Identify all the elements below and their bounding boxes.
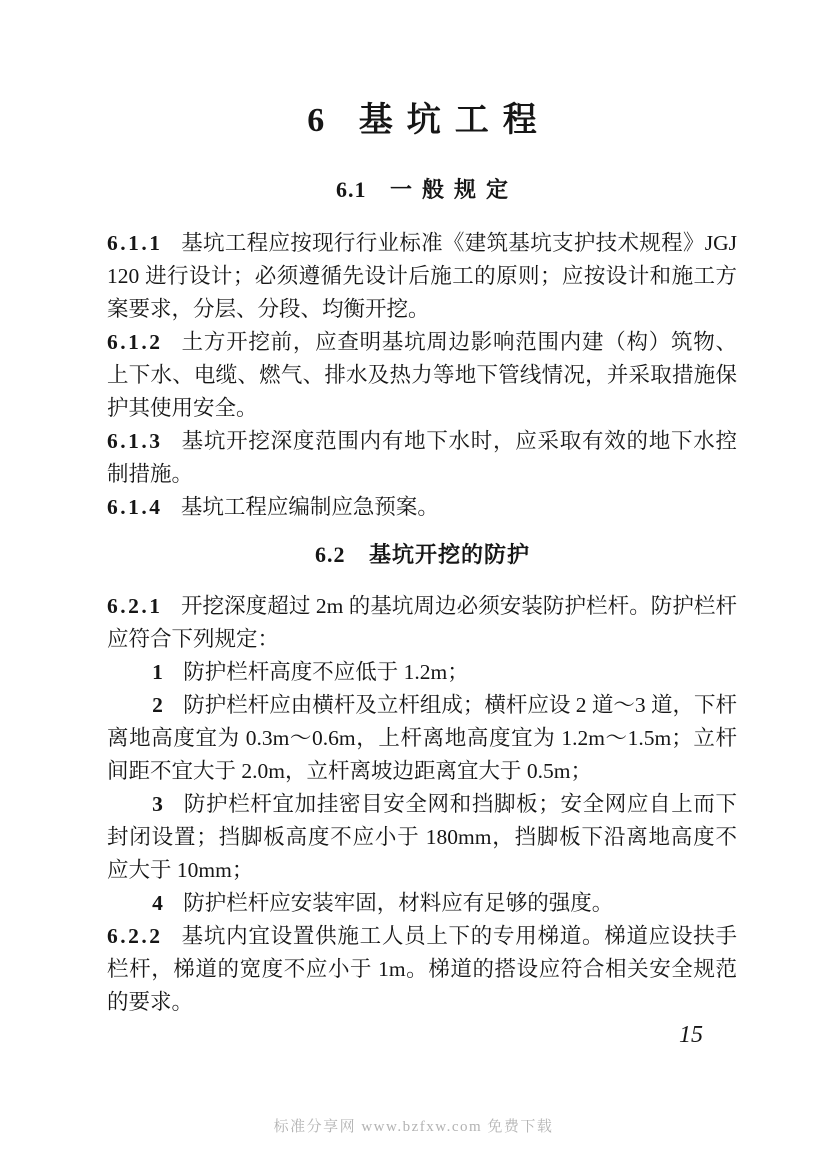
- clause-text: 土方开挖前，应查明基坑周边影响范围内建（构）筑物、上下水、电缆、燃气、排水及热力等地下管线情况，并采取措施保护其使用安全。: [107, 330, 737, 420]
- clause-number: 6.1.4: [107, 495, 163, 519]
- clause-text: 基坑内宜设置供施工人员上下的专用梯道。梯道应设扶手栏杆，梯道的宽度不应小于 1m。梯道的搭设应符合相关安全规范的要求。: [107, 924, 737, 1014]
- clause-6-1-1: [107, 227, 737, 326]
- clause-6-2-1: [107, 590, 737, 656]
- clause-text: 基坑工程应编制应急预案。: [180, 495, 439, 519]
- chapter-title: [107, 101, 737, 141]
- section-title-text: 基坑开挖的防护: [368, 542, 530, 567]
- section-number: 6.1: [335, 177, 367, 202]
- clause-6-2-1-item-2: [107, 689, 737, 788]
- clause-6-2-1-item-4: [107, 887, 737, 920]
- section-number: 6.2: [314, 542, 346, 567]
- item-number: 3: [152, 792, 163, 816]
- chapter-number: 6: [307, 102, 325, 139]
- section-heading-6-2: [107, 542, 737, 568]
- item-text: 防护栏杆高度不应低于 1.2m；: [183, 660, 469, 684]
- section-heading-6-1: [107, 177, 737, 203]
- item-text: 防护栏杆应安装牢固，材料应有足够的强度。: [183, 891, 614, 915]
- item-text: 防护栏杆应由横杆及立杆组成；横杆应设 2 道～3 道，下杆离地高度宜为 0.3m～0.6m，上杆离地高度宜为 1.2m～1.5m；立杆间距不宜大于 2.0m，立杆离坡边距离宜大于 0.5m；: [107, 693, 737, 783]
- clause-6-2-2: [107, 920, 737, 1019]
- clause-number: 6.1.2: [107, 330, 163, 354]
- clause-6-1-2: [107, 326, 737, 425]
- clause-6-1-3: [107, 425, 737, 491]
- clause-6-2-1-item-1: [107, 656, 737, 689]
- clause-number: 6.2.1: [107, 594, 163, 618]
- chapter-title-text: 基坑工程: [358, 102, 551, 139]
- clause-number: 6.1.1: [107, 231, 163, 255]
- clause-number: 6.2.2: [107, 924, 163, 948]
- page-number: 15: [679, 1022, 703, 1048]
- clause-number: 6.1.3: [107, 429, 163, 453]
- section-title-text: 一般规定: [389, 177, 518, 202]
- clause-6-2-1-item-3: [107, 788, 737, 887]
- item-number: 2: [152, 693, 163, 717]
- clause-text: 基坑工程应按现行行业标准《建筑基坑支护技术规程》JGJ 120 进行设计；必须遵循先设计后施工的原则；应按设计和施工方案要求，分层、分段、均衡开挖。: [107, 231, 738, 321]
- watermark: 标准分享网 www.bzfxw.com 免费下载: [273, 1119, 554, 1135]
- item-text: 防护栏杆宜加挂密目安全网和挡脚板；安全网应自上而下封闭设置；挡脚板高度不应小于 180mm，挡脚板下沿离地高度不应大于 10mm；: [107, 792, 737, 882]
- item-number: 1: [152, 660, 163, 684]
- clause-6-1-4: [107, 491, 737, 524]
- item-number: 4: [152, 891, 163, 915]
- clause-text: 基坑开挖深度范围内有地下水时，应采取有效的地下水控制措施。: [107, 429, 737, 486]
- clause-text: 开挖深度超过 2m 的基坑周边必须安装防护栏杆。防护栏杆应符合下列规定：: [107, 594, 737, 651]
